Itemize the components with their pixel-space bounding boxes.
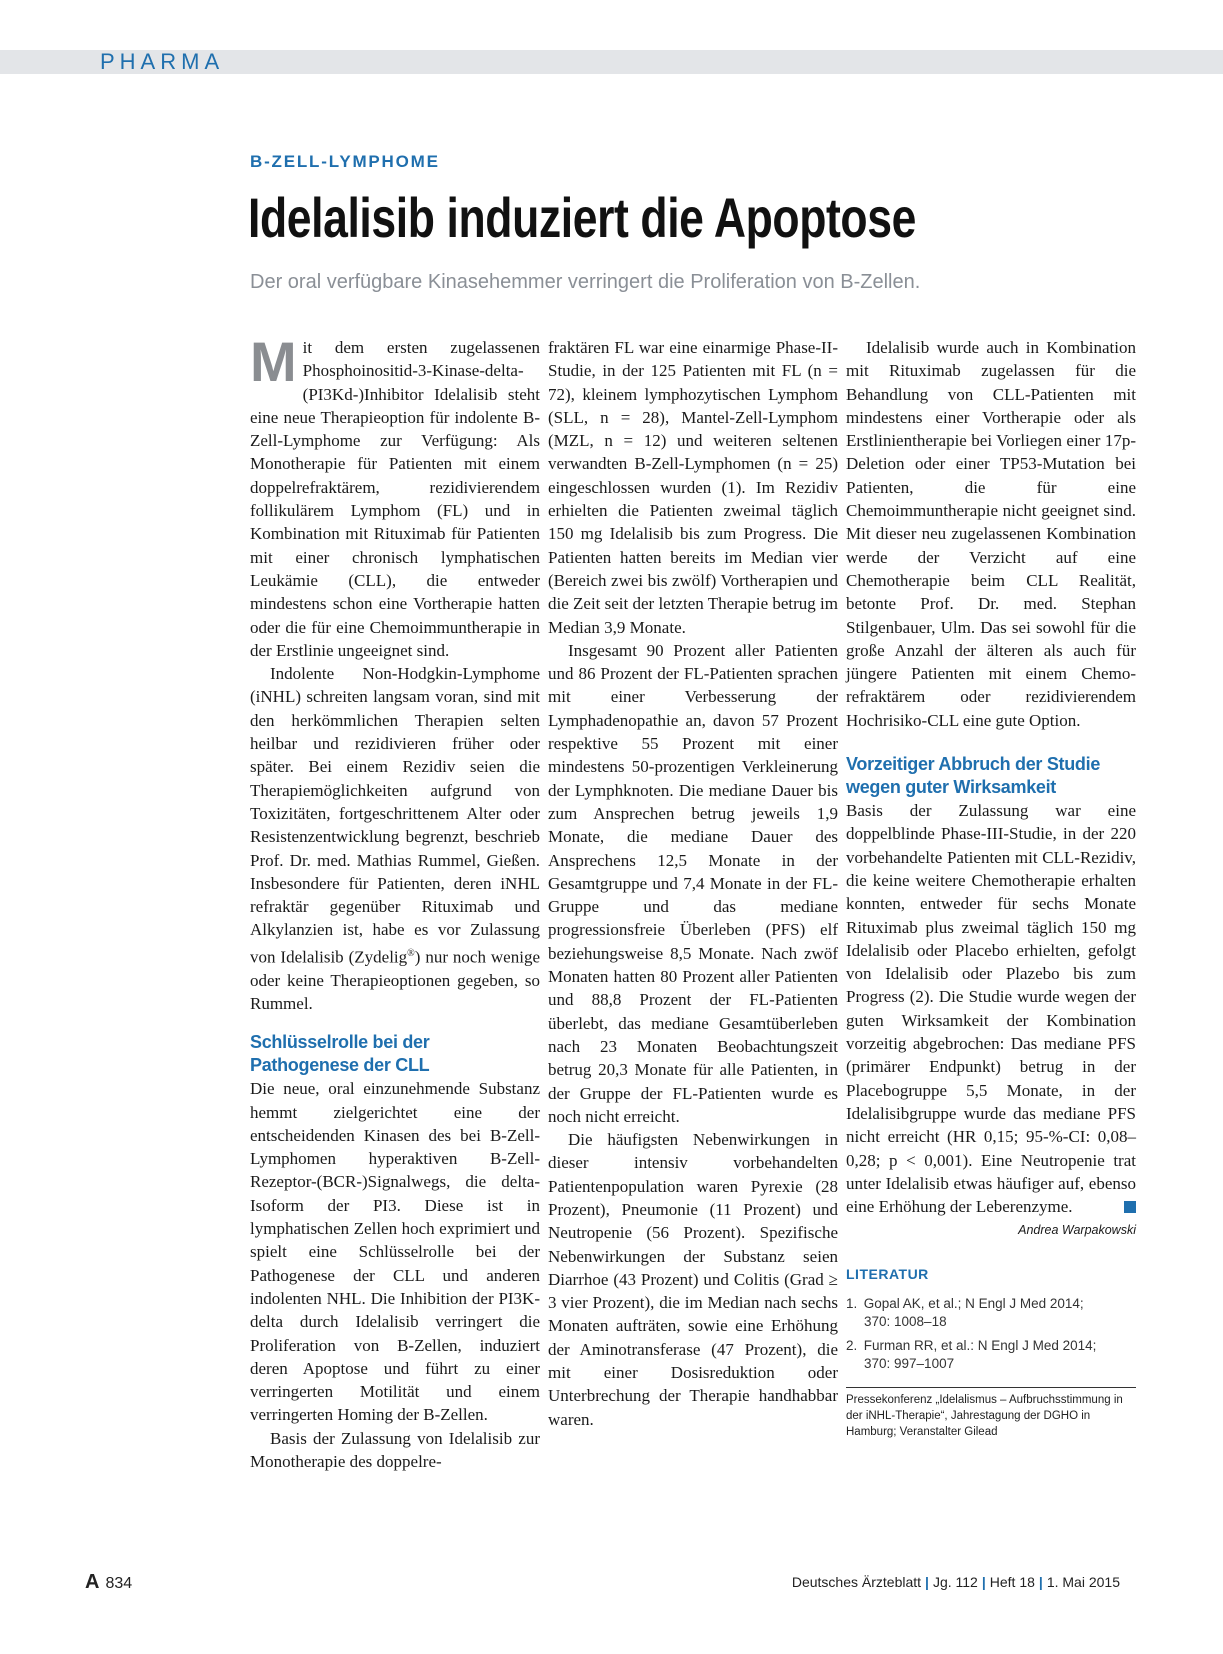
literature-heading: LITERATUR [846, 1266, 929, 1283]
article-subtitle: Der oral verfügbare Kinasehemmer verringert die Proliferation von B-Zellen. [250, 271, 921, 293]
paragraph: Idelalisib wurde auch in Kombination mit Rituximab zugelassen für die Behandlung von CLL-Patienten mit mindestens einer Vortherapie oder als Erstlinientherapie bei Vorliegen einer 17p-Deletion oder einer TP53-Mutation bei Patienten, die für eine Chemoimmuntherapie nicht geeignet sind. Mit dieser neu zugelassenen Kombination werde der Verzicht auf eine Chemotherapie beim CLL Realität, betonte Prof. Dr. med. Stephan Stilgenbauer, Ulm. Das sei sowohl für die große Anzahl der älteren als auch für jüngere Patienten mit einem Chemo-refraktärem oder rezidivierendem Hochrisiko-CLL eine gute Option. [846, 338, 1136, 730]
page-number [85, 1571, 132, 1594]
subheading-pathogenese [250, 1031, 540, 1077]
article-kicker: B-ZELL-LYMPHOME [250, 152, 440, 171]
subheading-line: wegen guter Wirksamkeit [846, 777, 1057, 798]
separator: | [925, 1574, 929, 1590]
paragraph: Basis der Zulassung von Idelalisib zur Monotherapie des doppelre- [250, 1428, 540, 1472]
paragraph: Die häufigsten Nebenwirkungen in dieser intensiv vorbehandelten Patientenpopulation waren Pyrexie (28 Prozent), Pneumonie (11 Prozent) und Neutropenie (56 Prozent). Spezifische Nebenwirkungen der Substanz seien Diarrhoe (43 Prozent) und Colitis (Grad ≥ 3 vier Prozent), die im Median nach sechs Monaten aufträten, sowie eine Erhöhung der Aminotransferase (47 Prozent), die mit einer Dosisreduktion oder Unterbrechung der Therapie handhabbar waren. [548, 1130, 838, 1429]
reference-list [846, 1295, 1136, 1373]
page-number-value: 834 [105, 1575, 133, 1592]
paragraph-text: ) nur noch wenige oder keine Therapieoptionen gegeben, so Rummel. [250, 947, 540, 1013]
reference-item [846, 1337, 1136, 1373]
paragraph-text: Basis der Zulassung war eine doppelblinde Phase-III-Studie, in der 220 vorbehandelte Patienten mit CLL-Rezidiv, die keine weitere Chemotherapie erhalten konnten, entweder für sechs Monate Rituximab plus zweimal täglich 150 mg Idelalisib oder Placebo erhielten, gefolgt von Idelalisib oder Plazebo bis zum Progress (2). Die Studie wurde wegen der guten Wirksamkeit der Kombination vorzeitig abgebrochen: Das mediane PFS (primärer Endpunkt) betrug in der Placebogruppe 5,5 Monate, in der Idelalisibgruppe wurde das mediane PFS nicht erreicht (HR 0,15; 95-%-CI: 0,08–0,28; p < 0,001). Eine Neutropenie trat unter Idelalisib etwas häufiger auf, ebenso eine Erhöhung der Leberenzyme. [846, 801, 1136, 1217]
subheading-abbruch [846, 753, 1136, 799]
journal-volume: Jg. 112 [932, 1574, 978, 1590]
reference-number: 2. [846, 1337, 858, 1353]
journal-issue: Heft 18 [989, 1574, 1035, 1590]
paragraph: Insgesamt 90 Prozent aller Patienten und 86 Prozent der FL-Patienten sprachen mit einer Verbesserung der Lymphadenopathie an, davon 57 Prozent respektive 55 Prozent mit einer mindestens 50-prozentigen Verkleinerung der Lymphknoten. Die mediane Dauer bis zum Ansprechen betrug jeweils 1,9 Monate, die mediane Dauer des Ansprechens 12,5 Monate in der Gesamtgruppe und 7,4 Monate in der FL-Gruppe und das mediane progressionsfreie Überleben (PFS) elf beziehungsweise 8,5 Monate. Nach zwöf Monaten hatten 80 Prozent aller Patienten und 88,8 Prozent der FL-Patienten überlebt, das mediane Gesamtüberleben nach 23 Monaten Beobachtungszeit betrug 20,3 Monate für alle Patienten, in der Gruppe der FL-Patienten wurde es noch nicht erreicht. [548, 640, 838, 1126]
reference-text: 370: 1008–18 [864, 1313, 947, 1329]
press-note: Pressekonferenz „Idelalismus – Aufbruchsstimmung in der iNHL-Therapie“, Jahrestagung der DGHO in Hamburg; Veranstalter Gilead [846, 1387, 1136, 1440]
paragraph [250, 662, 540, 1015]
paragraph: fraktären FL war eine einarmige Phase-II-Studie, in der 125 Patienten mit FL (n = 72), kleinem lymphozytischen Lymphom (SLL, n = 28), Mantel-Zell-Lymphom (MZL, n = 12) und weiteren seltenen verwandten B-Zell-Lymphomen (n = 25) eingeschlossen wurden (1). Im Rezidiv erhielten die Patienten zweimal täglich 150 mg Idelalisib bis zum Progress. Die Patienten hatten bereits im Median vier (Bereich zwei bis zwölf) Vortherapien und die Zeit seit der letzten Therapie betrug im Median 3,9 Monate. [548, 338, 838, 637]
intro-paragraph [250, 330, 540, 662]
reference-text: Furman RR, et al.: N Engl J Med 2014; [863, 1337, 1097, 1353]
footer-info [792, 1574, 1120, 1590]
separator: | [1038, 1574, 1043, 1590]
reference-text: Gopal AK, et al.; N Engl J Med 2014; [863, 1295, 1084, 1311]
drop-cap: M [250, 330, 297, 393]
reference-text: 370: 997–1007 [864, 1355, 955, 1371]
paragraph-text: Indolente Non-Hodgkin-Lymphome (iNHL) schreiten langsam voran, sind mit den herkömmlichen Therapien selten heilbar und rezidivieren früher oder später. Bei einem Rezidiv seien die Therapiemöglichkeiten aufgrund von Toxizitäten, fortgeschrittenem Alter oder Resistenzentwicklung begrenzt, beschrieb Prof. Dr. med. Mathias Rummel, Gießen. Insbesondere für Patienten, deren iNHL refraktär gegenüber Rituximab und Alkylanzien ist, habe es vor Zulassung von Idelalisib (Zydelig [250, 664, 540, 967]
subheading-line: Vorzeitiger Abbruch der Studie [846, 754, 1101, 775]
section-label: PHARMA [100, 49, 225, 74]
reference-number: 1. [846, 1295, 858, 1311]
subheading-line: Schlüsselrolle bei der [250, 1032, 430, 1053]
paragraph [846, 799, 1136, 1218]
issue-date: 1. Mai 2015 [1046, 1574, 1120, 1590]
subheading-line: Pathogenese der CLL [250, 1055, 430, 1076]
page-prefix: A [85, 1571, 100, 1593]
journal-name: Deutsches Ärzteblatt [791, 1574, 922, 1590]
end-mark-icon [1124, 1201, 1136, 1213]
separator: | [981, 1574, 986, 1590]
reference-item [846, 1295, 1136, 1331]
paragraph: Die neue, oral einzunehmende Substanz hemmt zielgerichtet eine der entscheidenden Kinasen des bei B-Zell-Lymphomen hyperaktiven B-Zell-Rezeptor-(BCR-)Signalwegs, die delta-Isoform der PI3. Diese ist in lymphatischen Zellen hoch exprimiert und spielt eine Schlüsselrolle bei der Pathogenese der CLL und anderen indolenten NHL. Die Inhibition der PI3K-delta durch Idelalisib verringert die Proliferation von B-Zellen, induziert deren Apoptose und führt zu einer verringerten Motilität und einem verringerten Homing der B-Zellen. [250, 1079, 540, 1425]
text-column-3 [846, 336, 1136, 1440]
intro-text: it dem ersten zugelassenen Phosphoinositid-3-Kinase-delta-(PI3Kd-)Inhibitor Idelalisib steht eine neue Therapieoption für indolente B-Zell-Lymphome zur Verfügung: Als Monotherapie für Patienten mit einem doppelrefraktärem, rezidivierendem follikulärem Lymphom (FL) und in Kombination mit Rituximab für Patienten mit einer chronisch lymphatischen Leukämie (CLL), die entweder mindestens schon eine Vortherapie hatten oder die für eine Chemoimmuntherapie in der Erstlinie ungeeignet sind. [250, 338, 540, 660]
registered-mark: ® [407, 947, 415, 959]
text-column-1 [250, 330, 540, 1473]
article-title: Idelalisib induziert die Apoptose [248, 186, 916, 249]
author-name: Andrea Warpakowski [1018, 1223, 1136, 1238]
text-column-2 [548, 336, 838, 1431]
